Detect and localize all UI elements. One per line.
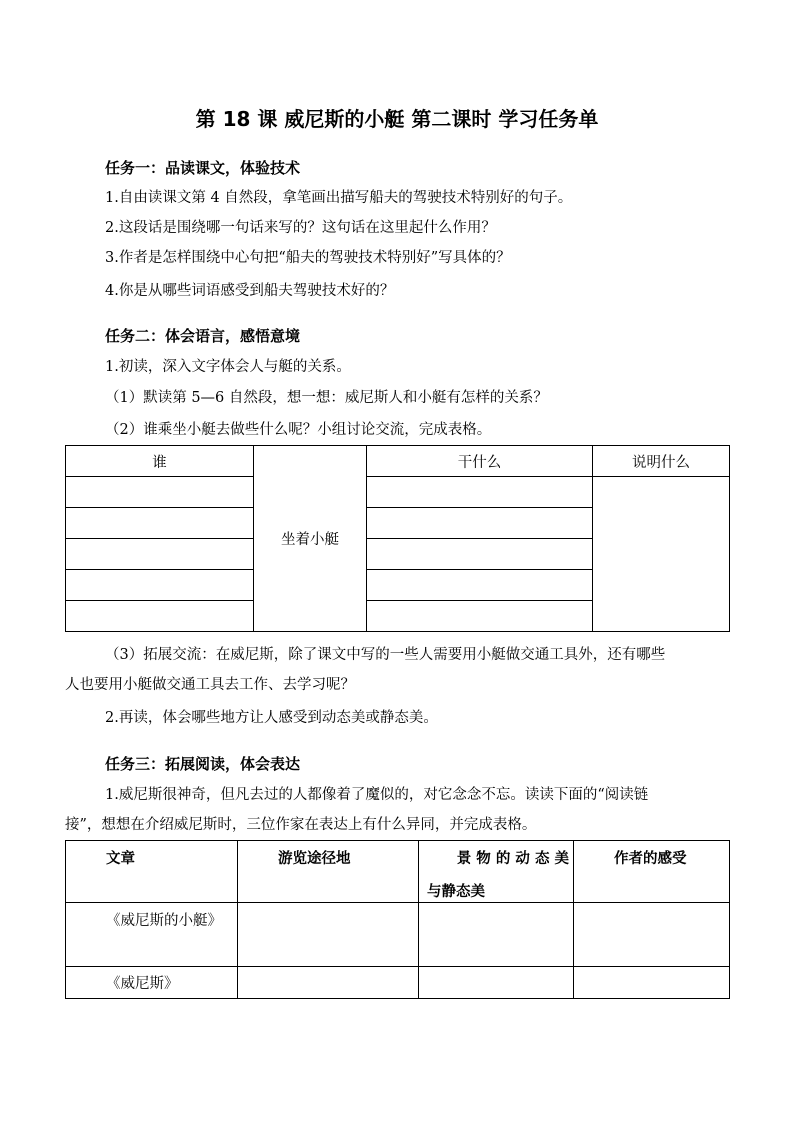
who-cell[interactable] [66,601,254,632]
task3-heading: 任务三：拓展阅读，体会表达 [105,755,301,773]
who-cell[interactable] [66,477,254,508]
header-what: 干什么 [367,446,593,477]
beauty-cell[interactable] [419,967,574,999]
task2-question-2: 2.再读，体会哪些地方让人感受到动态美或静态美。 [105,710,438,726]
header-who: 谁 [66,446,254,477]
what-cell[interactable] [367,570,593,601]
feeling-cell[interactable] [574,903,730,967]
header-beauty-line2: 与静态美 [427,884,485,900]
row-article-1: 《威尼斯的小艇》 [106,913,222,929]
task2-heading: 任务二：体会语言，感悟意境 [105,327,301,345]
task2-sub-2: （2）谁乘坐小艇去做些什么呢？小组讨论交流，完成表格。 [105,422,492,438]
task3-para-line1: 1.威尼斯很神奇，但凡去过的人都像着了魔似的，对它念念不忘。读读下面的“阅读链 [105,787,649,803]
page-title: 第 18 课 威尼斯的小艇 第二课时 学习任务单 [195,107,599,131]
feeling-cell[interactable] [574,967,730,999]
header-route: 游览途径地 [278,851,351,867]
header-article: 文章 [106,851,135,867]
task2-question-1: 1.初读，深入文字体会人与艇的关系。 [105,359,351,375]
task2-sub-1: （1）默读第 5—6 自然段，想一想：威尼斯人和小艇有怎样的关系？ [105,390,548,406]
what-cell[interactable] [367,477,593,508]
who-cell[interactable] [66,508,254,539]
route-cell[interactable] [238,903,419,967]
task1-question-3: 3.作者是怎样围绕中心句把“船夫的驾驶技术特别好”写具体的？ [105,250,511,266]
route-cell[interactable] [238,967,419,999]
middle-cell: 坐着小艇 [254,446,367,632]
what-cell[interactable] [367,508,593,539]
who-cell[interactable] [66,570,254,601]
task3-para-line2: 接”，想想在介绍威尼斯时，三位作家在表达上有什么异同，并完成表格。 [65,817,537,833]
task1-question-2: 2.这段话是围绕哪一句话来写的？这句话在这里起什么作用？ [105,220,496,236]
beauty-cell[interactable] [419,903,574,967]
task1-heading: 任务一：品读课文，体验技术 [105,159,301,177]
task2-sub-3-line2: 人也要用小艇做交通工具去工作、去学习呢？ [65,677,355,693]
who-cell[interactable] [66,539,254,570]
task1-question-4: 4.你是从哪些词语感受到船夫驾驶技术好的？ [105,283,395,299]
header-meaning: 说明什么 [593,446,730,477]
task2-sub-3-line1: （3）拓展交流：在威尼斯，除了课文中写的一些人需要用小艇做交通工具外，还有哪些 [105,647,666,663]
header-feeling: 作者的感受 [614,851,687,867]
header-beauty-line1: 景 物 的 动 态 美 [456,851,569,867]
task1-question-1: 1.自由读课文第 4 自然段，拿笔画出描写船夫的驾驶技术特别好的句子。 [105,190,573,206]
who-what-table [65,445,730,632]
comparison-table [65,840,730,999]
meaning-cell[interactable] [593,477,730,632]
what-cell[interactable] [367,601,593,632]
row-article-2: 《威尼斯》 [106,976,179,992]
what-cell[interactable] [367,539,593,570]
